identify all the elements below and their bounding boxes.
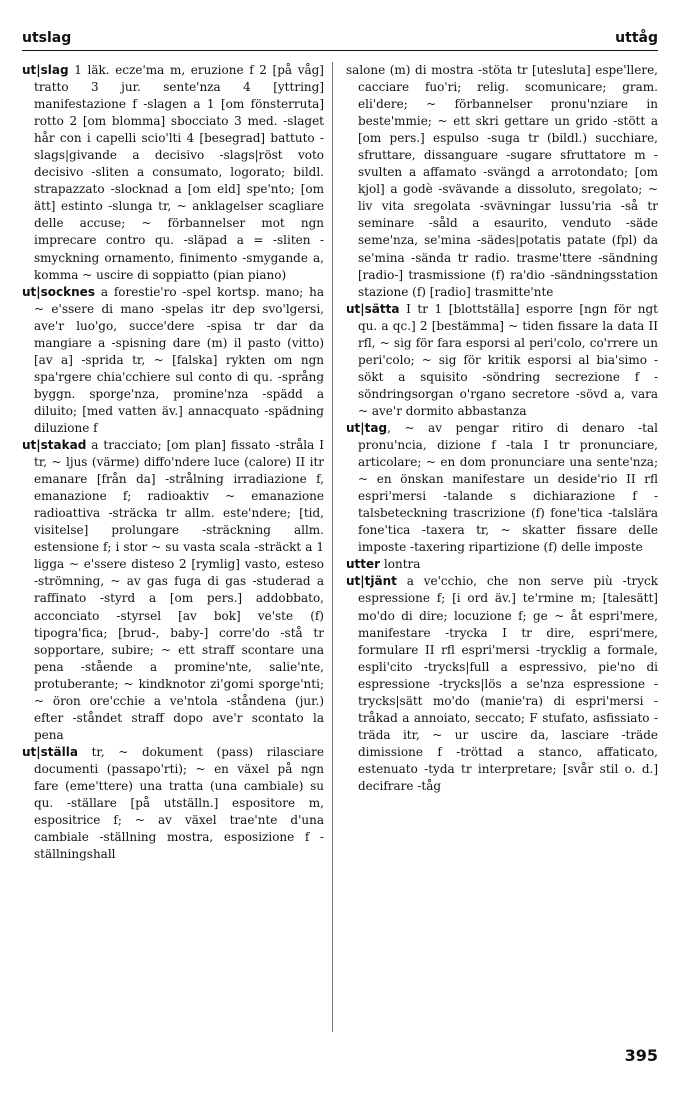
entry-headword: ut|socknes	[22, 284, 95, 299]
entry-body: I tr 1 [blottställa] esporre [ngn för ngt qu. a qc.] 2 [bestämma] ~ tiden fissare la data II rfl, ~ sig för fara esporsi al peri'colo, co'rrere un peri'colo; ~ sig för kritik esporsi al bia'simo -sökt a squisito -söndring secrezione f -söndringsorgan o'rgano secretore -sövd a, vara ~ ave'r dormito abbastanza	[358, 301, 658, 418]
dictionary-entry	[22, 744, 324, 863]
entry-headword: ut|ställa	[22, 744, 78, 759]
text-columns	[22, 62, 658, 1032]
entry-headword: ut|stakad	[22, 438, 87, 453]
dictionary-entry-continuation	[346, 62, 658, 301]
entry-headword: ut|slag	[22, 63, 69, 77]
entry-body: tr, ~ dokument (pass) rilasciare documenti (passapo'rti); ~ en växel på ngn fare (eme'ttere) una tratta (una cambiale) su qu. -ställare [på utställn.] espositore m, espositrice f; ~ av växel trae'nte d'una cambiale -ställning mostra, esposizione f -ställningshall	[34, 744, 324, 862]
entry-body: a forestie'ro -spel kortsp. mano; ha ~ e'ssere di mano -spelas itr dep svo'lgersi, ave'r luo'go, succe'dere -spisa tr dar da mangiare a -spisning dare (m) il pasto (vitto) [av a] -sprida tr, ~ [falska] rykten om ngn spa'rgere chia'cchiere sul conto di qu. -språng byggn. sporge'nza, promine'nza -spädd a diluito; [med vatten äv.] annacquato -spädning diluzione f	[34, 284, 324, 435]
header-right-guide-word: uttåg	[615, 30, 658, 46]
page-number: 395	[624, 1046, 658, 1065]
header-left-guide-word: utslag	[22, 30, 72, 46]
dictionary-entry	[346, 573, 658, 795]
dictionary-entry	[346, 556, 658, 573]
entry-body: a tracciato; [om plan] fissato -stråla I tr, ~ ljus (värme) diffo'ndere luce (calore) II itr emanare [från da] -strålning irradiazione f, emanazione f; radioaktiv ~ emanazione radioattiva -sträcka tr allm. este'ndere; [tid, visitelse] prolungare -sträckning allm. estensione f; i stor ~ su vasta scala -sträckt a 1 ligga ~ e'ssere disteso 2 [rymlig] vasto, esteso -strömning, ~ av gas fuga di gas -studerad a raffinato -styrd a [om pers.] addobbato, acconciato -styrsel [av bok] ve'ste (f) tipogra'fica; [brud-, baby-] corre'do -stå tr sopportare, subire; ~ ett straff scontare una pena -stående a promine'nte, salie'nte, protuberante; ~ kindknotor zi'gomi sporge'nti; ~ öron ore'cchie a ve'ntola -ståndenа (jur.) efter -ståndet straff dopo ave'r scontato la pena	[34, 438, 324, 742]
entry-body: a ve'cchio, che non serve più -tryck espressione f; [i ord äv.] te'rmine m; [talesätt] mo'do di dire; locuzione f; ge ~ åt espri'mere, manifestare -trycka I tr dire, espri'mere, formulare II rfl espri'mersi -trycklig a formale, espli'cito -trycks|full a espressivo, pie'no di espressione -trycks|lös a se'nza espressione -trycks|sätt mo'do (manie'ra) di espri'mersi -tråkad a annoiato, seccato; F stufato, asfissiato -träda itr, ~ ur uscire da, lasciare -träde dimissione f -tröttad a stanco, affaticato, estenuato -tyda tr interpretare; [svår stil o. d.] decifrare -tåg	[358, 574, 658, 793]
entry-headword: utter	[346, 557, 381, 572]
dictionary-entry	[346, 420, 658, 556]
entry-body: 1 läk. ecze'ma m, eruzione f 2 [på våg] tratto 3 jur. sente'nza 4 [yttring] manifestazione f -slagen a 1 [om fönsterruta] rotto 2 [om blomma] sbocciato 3 med. -slaget hår con i capelli scio'lti 4 [besegrad] battuto -slags|givande a decisivo -slags|röst voto decisivo -sliten a consumato, logorato; bildl. strapazzato -slocknad a [om eld] spe'nto; [om ätt] estinto -slunga tr, ~ anklagelser scagliare delle accuse; ~ förbannelser mot ngn imprecare contro qu. -släpad a = -sliten -smyckning ornamento, finimento -smygande a, komma ~ uscire di soppiatto (pian piano)	[34, 63, 324, 282]
entry-headword: ut|sätta	[346, 301, 400, 316]
page-header	[22, 22, 658, 51]
right-column	[346, 62, 658, 1032]
entry-body: , ~ av pengar ritiro di denaro -tal pronu'ncia, dizione f -tala I tr pronunciare, articolare; ~ en dom pronunciare una sente'nza; ~ en önskan manifestare un deside'rio II rfl espri'mersi -talande s dichiarazione f -talsbeteckning trascrizione (f) fone'tica -talslära fone'tica -taxera tr, ~ skatter fissare delle imposte -taxering ripartizione (f) delle imposte	[358, 420, 658, 555]
dictionary-entry	[346, 301, 658, 420]
entry-body: salone (m) di mostra -stöta tr [uteslutа] espe'llere, cacciare fuo'ri; relig. scomunicare; gram. eli'dere; ~ förbannelser pronu'nziare in beste'mmie; ~ ett skri gettare un grido -stött a [om pers.] espulso -suga tr (bildl.) succhiare, sfruttare, dissanguare -sugare sfruttatore m -svulten a affamato -svängd a arrotondato; [om kjol] a godè -svävande a dissoluto, sregolato; ~ liv vita sregolata -svävningar lussu'ria -så tr seminare -såld a esaurito, venduto -säde seme'nza, se'mina -sädes|potatis patate (fpl) da se'mina -sända tr radio. trasme'ttere -sändning [radio-] trasmissione (f) ra'dio -sändningsstation stazione (f) [radio] trasmitte'nte	[346, 63, 658, 299]
entry-body: lontra	[383, 557, 421, 572]
left-column	[22, 62, 333, 1032]
entry-headword: ut|tjänt	[346, 574, 397, 589]
entry-headword: ut|tag	[346, 420, 388, 435]
dictionary-entry	[22, 62, 324, 284]
dictionary-entry	[22, 437, 324, 744]
dictionary-entry	[22, 284, 324, 437]
